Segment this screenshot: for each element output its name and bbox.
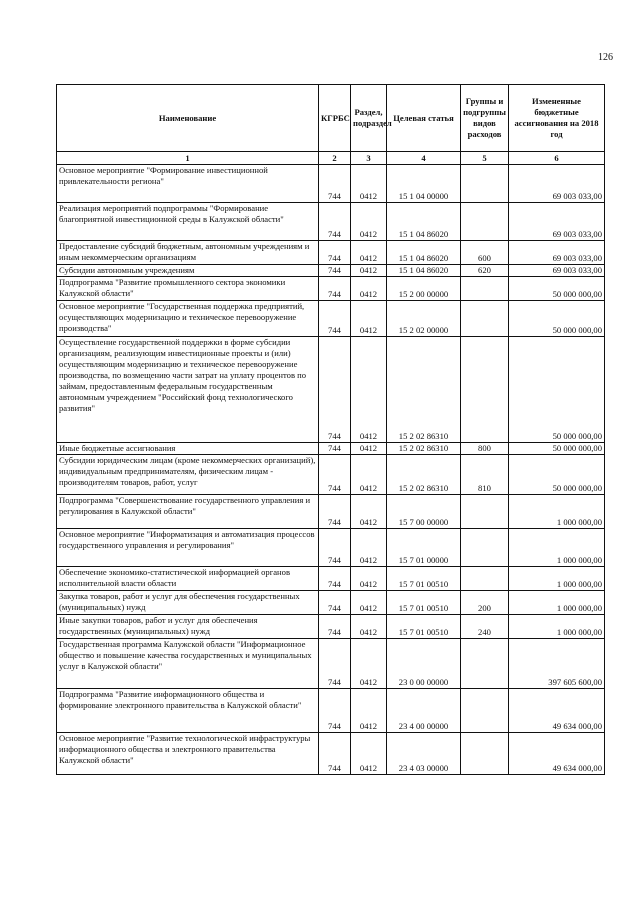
row-section: 0412 bbox=[351, 689, 387, 733]
row-group bbox=[461, 639, 509, 689]
table-row bbox=[57, 337, 605, 443]
row-section: 0412 bbox=[351, 639, 387, 689]
row-amount: 69 003 033,00 bbox=[509, 265, 605, 277]
row-section: 0412 bbox=[351, 265, 387, 277]
row-name: Основное мероприятие "Информатизация и автоматизация процессов государственного управления и регулирования" bbox=[57, 529, 319, 567]
row-kgrbs: 744 bbox=[319, 203, 351, 241]
row-section: 0412 bbox=[351, 455, 387, 495]
row-kgrbs: 744 bbox=[319, 301, 351, 337]
row-section: 0412 bbox=[351, 591, 387, 615]
row-name: Основное мероприятие "Развитие технологической инфраструктуры информационного общества и электронного правительства Калужской области" bbox=[57, 733, 319, 775]
row-group: 200 bbox=[461, 591, 509, 615]
row-target: 15 2 02 86310 bbox=[387, 455, 461, 495]
row-name: Реализация мероприятий подпрограммы "Формирование благоприятной инвестиционной среды в Калужской области" bbox=[57, 203, 319, 241]
row-section: 0412 bbox=[351, 615, 387, 639]
row-name: Обеспечение экономико-статистической информацией органов исполнительной власти области bbox=[57, 567, 319, 591]
row-amount: 50 000 000,00 bbox=[509, 337, 605, 443]
row-name: Иные бюджетные ассигнования bbox=[57, 443, 319, 455]
table-row bbox=[57, 733, 605, 775]
budget-table bbox=[56, 84, 605, 775]
row-target: 15 7 01 00510 bbox=[387, 615, 461, 639]
row-group bbox=[461, 733, 509, 775]
row-amount: 50 000 000,00 bbox=[509, 443, 605, 455]
row-target: 15 2 02 00000 bbox=[387, 301, 461, 337]
column-number: 3 bbox=[351, 152, 387, 165]
table-row bbox=[57, 591, 605, 615]
table-row bbox=[57, 529, 605, 567]
row-amount: 50 000 000,00 bbox=[509, 277, 605, 301]
row-amount: 69 003 033,00 bbox=[509, 241, 605, 265]
row-name: Подпрограмма "Развитие промышленного сектора экономики Калужской области" bbox=[57, 277, 319, 301]
row-amount: 50 000 000,00 bbox=[509, 455, 605, 495]
row-kgrbs: 744 bbox=[319, 615, 351, 639]
table-row bbox=[57, 615, 605, 639]
row-amount: 49 634 000,00 bbox=[509, 689, 605, 733]
row-amount: 69 003 033,00 bbox=[509, 165, 605, 203]
row-group: 240 bbox=[461, 615, 509, 639]
row-kgrbs: 744 bbox=[319, 265, 351, 277]
table-row bbox=[57, 567, 605, 591]
table-row bbox=[57, 203, 605, 241]
row-target: 15 2 00 00000 bbox=[387, 277, 461, 301]
column-number: 6 bbox=[509, 152, 605, 165]
table-row bbox=[57, 277, 605, 301]
row-target: 15 2 02 86310 bbox=[387, 443, 461, 455]
row-group: 800 bbox=[461, 443, 509, 455]
row-group bbox=[461, 689, 509, 733]
row-group bbox=[461, 567, 509, 591]
row-target: 15 1 04 86020 bbox=[387, 265, 461, 277]
row-section: 0412 bbox=[351, 443, 387, 455]
row-kgrbs: 744 bbox=[319, 529, 351, 567]
row-group bbox=[461, 301, 509, 337]
column-number-row bbox=[57, 152, 605, 165]
row-kgrbs: 744 bbox=[319, 443, 351, 455]
row-target: 15 2 02 86310 bbox=[387, 337, 461, 443]
row-name: Осуществление государственной поддержки в форме субсидии организациям, реализующим инвестиционные проекты и (или) осуществляющим модернизацию и техническое перевооружение производства, по возмещению части затрат на уплату процентов по займам, предоставленным федеральным государственным автономным учреждением "Российский фонд технологического развития" bbox=[57, 337, 319, 443]
row-kgrbs: 744 bbox=[319, 165, 351, 203]
row-kgrbs: 744 bbox=[319, 455, 351, 495]
row-group bbox=[461, 529, 509, 567]
row-name: Закупка товаров, работ и услуг для обеспечения государственных (муниципальных) нужд bbox=[57, 591, 319, 615]
row-group bbox=[461, 495, 509, 529]
row-section: 0412 bbox=[351, 241, 387, 265]
row-group: 600 bbox=[461, 241, 509, 265]
row-group bbox=[461, 165, 509, 203]
row-amount: 1 000 000,00 bbox=[509, 615, 605, 639]
row-target: 15 1 04 86020 bbox=[387, 203, 461, 241]
table-row bbox=[57, 443, 605, 455]
column-number: 5 bbox=[461, 152, 509, 165]
row-target: 15 1 04 86020 bbox=[387, 241, 461, 265]
column-number: 2 bbox=[319, 152, 351, 165]
header-kgrbs: КГРБС bbox=[319, 85, 351, 152]
row-group bbox=[461, 203, 509, 241]
row-group: 620 bbox=[461, 265, 509, 277]
row-kgrbs: 744 bbox=[319, 689, 351, 733]
row-kgrbs: 744 bbox=[319, 277, 351, 301]
row-name: Предоставление субсидий бюджетным, автономным учреждениям и иным некоммерческим организациям bbox=[57, 241, 319, 265]
row-kgrbs: 744 bbox=[319, 567, 351, 591]
row-section: 0412 bbox=[351, 165, 387, 203]
row-name: Подпрограмма "Совершенствование государственного управления и регулирования в Калужской области" bbox=[57, 495, 319, 529]
row-amount: 1 000 000,00 bbox=[509, 495, 605, 529]
row-section: 0412 bbox=[351, 301, 387, 337]
table-body bbox=[57, 165, 605, 775]
row-kgrbs: 744 bbox=[319, 639, 351, 689]
row-target: 23 0 00 00000 bbox=[387, 639, 461, 689]
row-kgrbs: 744 bbox=[319, 241, 351, 265]
row-amount: 1 000 000,00 bbox=[509, 591, 605, 615]
row-section: 0412 bbox=[351, 203, 387, 241]
row-name: Основное мероприятие "Формирование инвестиционной привлекательности региона" bbox=[57, 165, 319, 203]
page-number: 126 bbox=[598, 52, 613, 63]
row-section: 0412 bbox=[351, 277, 387, 301]
row-kgrbs: 744 bbox=[319, 495, 351, 529]
row-section: 0412 bbox=[351, 495, 387, 529]
row-target: 15 7 01 00000 bbox=[387, 529, 461, 567]
row-target: 15 7 00 00000 bbox=[387, 495, 461, 529]
row-name: Основное мероприятие "Государственная поддержка предприятий, осуществляющих модернизацию и техническое перевооружение производства" bbox=[57, 301, 319, 337]
table-row bbox=[57, 689, 605, 733]
row-kgrbs: 744 bbox=[319, 733, 351, 775]
row-target: 23 4 03 00000 bbox=[387, 733, 461, 775]
header-target: Целевая статья bbox=[387, 85, 461, 152]
row-amount: 1 000 000,00 bbox=[509, 567, 605, 591]
row-group bbox=[461, 277, 509, 301]
column-number: 4 bbox=[387, 152, 461, 165]
row-kgrbs: 744 bbox=[319, 337, 351, 443]
header-amount: Измененные бюджетные ассигнования на 2018 год bbox=[509, 85, 605, 152]
row-amount: 69 003 033,00 bbox=[509, 203, 605, 241]
table-row bbox=[57, 455, 605, 495]
table-row bbox=[57, 265, 605, 277]
row-group: 810 bbox=[461, 455, 509, 495]
row-amount: 50 000 000,00 bbox=[509, 301, 605, 337]
row-name: Субсидии юридическим лицам (кроме некоммерческих организаций), индивидуальным предпринимателям, физическим лицам - производителям товаров, работ, услуг bbox=[57, 455, 319, 495]
row-section: 0412 bbox=[351, 529, 387, 567]
row-amount: 397 605 600,00 bbox=[509, 639, 605, 689]
header-groups: Группы и подгруппы видов расходов bbox=[461, 85, 509, 152]
row-target: 23 4 00 00000 bbox=[387, 689, 461, 733]
row-name: Государственная программа Калужской области "Информационное общество и повышение качества государственных и муниципальных услуг в Калужской области" bbox=[57, 639, 319, 689]
row-name: Субсидии автономным учреждениям bbox=[57, 265, 319, 277]
row-name: Подпрограмма "Развитие информационного общества и формирование электронного правительства в Калужской области" bbox=[57, 689, 319, 733]
table-row bbox=[57, 639, 605, 689]
table-row bbox=[57, 495, 605, 529]
row-kgrbs: 744 bbox=[319, 591, 351, 615]
table-row bbox=[57, 301, 605, 337]
row-target: 15 1 04 00000 bbox=[387, 165, 461, 203]
row-section: 0412 bbox=[351, 337, 387, 443]
row-target: 15 7 01 00510 bbox=[387, 591, 461, 615]
row-amount: 1 000 000,00 bbox=[509, 529, 605, 567]
table-row bbox=[57, 165, 605, 203]
column-number: 1 bbox=[57, 152, 319, 165]
row-amount: 49 634 000,00 bbox=[509, 733, 605, 775]
table-row bbox=[57, 241, 605, 265]
row-target: 15 7 01 00510 bbox=[387, 567, 461, 591]
row-section: 0412 bbox=[351, 733, 387, 775]
row-name: Иные закупки товаров, работ и услуг для обеспечения государственных (муниципальных) нужд bbox=[57, 615, 319, 639]
row-section: 0412 bbox=[351, 567, 387, 591]
row-group bbox=[461, 337, 509, 443]
header-name: Наименование bbox=[57, 85, 319, 152]
header-section: Раздел, подраздел bbox=[351, 85, 387, 152]
